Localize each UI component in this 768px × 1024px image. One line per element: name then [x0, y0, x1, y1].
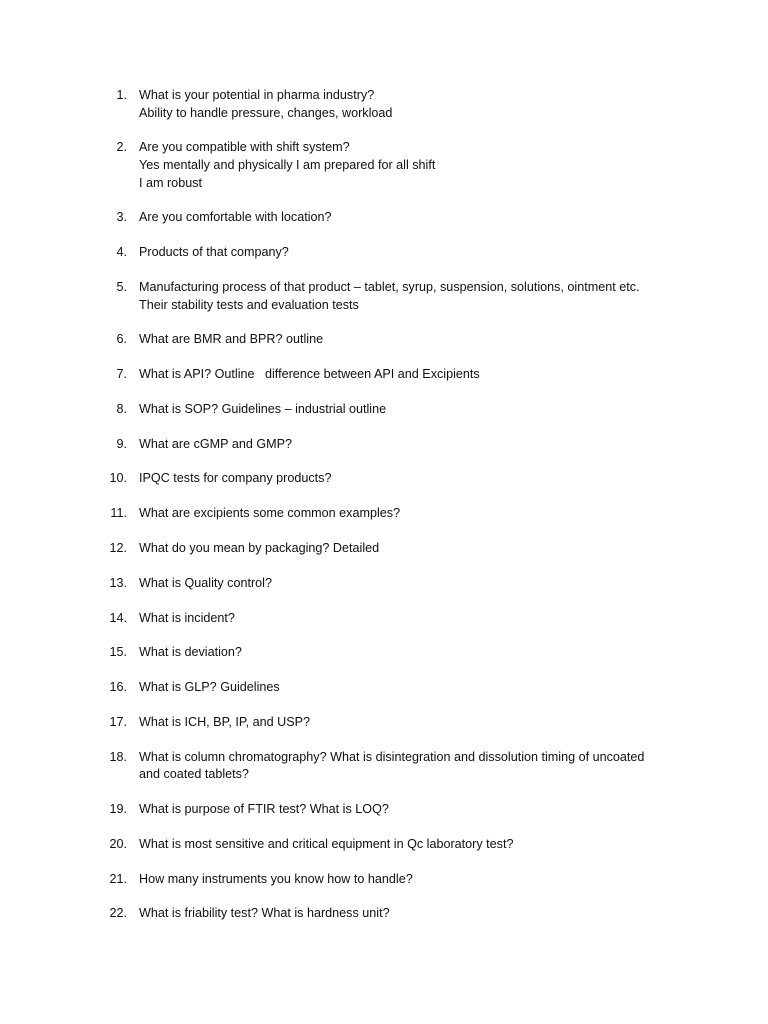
question-number: 20. [109, 836, 127, 851]
question-item [0, 540, 768, 558]
question-number: 18. [109, 749, 127, 764]
answer-text: Their stability tests and evaluation tests [139, 297, 359, 312]
question-body [139, 540, 684, 558]
question-item [0, 401, 768, 419]
question-body [139, 209, 684, 227]
question-body [139, 244, 684, 262]
question-item [0, 331, 768, 349]
question-item [0, 436, 768, 454]
question-text: How many instruments you know how to handle? [139, 871, 413, 886]
question-body [139, 749, 684, 784]
question-item [0, 209, 768, 227]
question-number: 6. [116, 332, 127, 347]
question-item [0, 836, 768, 854]
question-body [139, 836, 684, 854]
question-item [0, 575, 768, 593]
question-text: Products of that company? [139, 245, 289, 260]
question-text: What is ICH, BP, IP, and USP? [139, 714, 311, 729]
question-number: 3. [116, 210, 127, 225]
question-number: 12. [109, 540, 127, 555]
question-body [139, 801, 684, 819]
question-text: Are you comfortable with location? [139, 210, 332, 225]
question-text: What is deviation? [139, 645, 242, 660]
question-text: What are excipients some common examples? [139, 506, 401, 521]
question-item [0, 801, 768, 819]
question-item [0, 87, 768, 122]
question-text: What is friability test? What is hardness unit? [139, 906, 390, 921]
question-body [139, 575, 684, 593]
question-number: 8. [116, 401, 127, 416]
question-number: 5. [116, 279, 127, 294]
question-body [139, 470, 684, 488]
question-text: What is column chromatography? What is disintegration and dissolution timing of uncoated [139, 749, 645, 764]
question-item [0, 679, 768, 697]
question-item [0, 244, 768, 262]
question-item [0, 505, 768, 523]
question-item [0, 610, 768, 628]
question-text: What are BMR and BPR? outline [139, 332, 324, 347]
question-body [139, 436, 684, 454]
question-body [139, 401, 684, 419]
question-list [0, 87, 768, 940]
question-number: 7. [116, 367, 127, 382]
question-text: What is incident? [139, 610, 235, 625]
question-number: 1. [116, 88, 127, 102]
question-number: 14. [109, 610, 127, 625]
question-number: 22. [109, 906, 127, 921]
question-item [0, 905, 768, 923]
question-body [139, 905, 684, 923]
question-item [0, 366, 768, 384]
question-text: What is most sensitive and critical equipment in Qc laboratory test? [139, 836, 514, 851]
question-text: What are cGMP and GMP? [139, 436, 293, 451]
question-number: 19. [109, 802, 127, 817]
question-body [139, 679, 684, 697]
question-body [139, 505, 684, 523]
question-number: 15. [109, 645, 127, 660]
question-number: 4. [116, 245, 127, 260]
question-body [139, 714, 684, 732]
question-body [139, 644, 684, 662]
question-text: What is your potential in pharma industry? [139, 88, 375, 102]
question-text: What is SOP? Guidelines – industrial outline [139, 401, 387, 416]
question-body [139, 610, 684, 628]
answer-text: I am robust [139, 175, 202, 190]
question-body [139, 366, 684, 384]
question-body [139, 139, 684, 192]
question-item [0, 749, 768, 784]
question-item [0, 139, 768, 192]
question-item [0, 644, 768, 662]
question-body [139, 279, 684, 314]
question-item [0, 714, 768, 732]
question-item [0, 470, 768, 488]
question-text: Are you compatible with shift system? [139, 140, 350, 155]
answer-text: Ability to handle pressure, changes, workload [139, 105, 393, 120]
question-number: 21. [109, 871, 127, 886]
question-number: 11. [110, 506, 127, 521]
answer-text: and coated tablets? [139, 767, 249, 782]
question-text: What is API? Outline difference between API and Excipients [139, 367, 480, 382]
question-text: What do you mean by packaging? Detailed [139, 540, 380, 555]
question-text: What is Quality control? [139, 575, 272, 590]
question-number: 13. [109, 575, 127, 590]
question-number: 9. [116, 436, 127, 451]
question-body [139, 871, 684, 889]
question-number: 17. [109, 714, 127, 729]
question-number: 16. [109, 680, 127, 695]
question-text: What is purpose of FTIR test? What is LOQ? [139, 802, 389, 817]
question-text: IPQC tests for company products? [139, 471, 332, 486]
question-item [0, 279, 768, 314]
question-item [0, 871, 768, 889]
question-number: 10. [109, 471, 127, 486]
question-text: What is GLP? Guidelines [139, 680, 280, 695]
question-body [139, 87, 684, 122]
question-text: Manufacturing process of that product – tablet, syrup, suspension, solutions, ointment etc. [139, 279, 640, 294]
answer-text: Yes mentally and physically I am prepared for all shift [139, 157, 436, 172]
question-body [139, 331, 684, 349]
question-number: 2. [116, 140, 127, 155]
